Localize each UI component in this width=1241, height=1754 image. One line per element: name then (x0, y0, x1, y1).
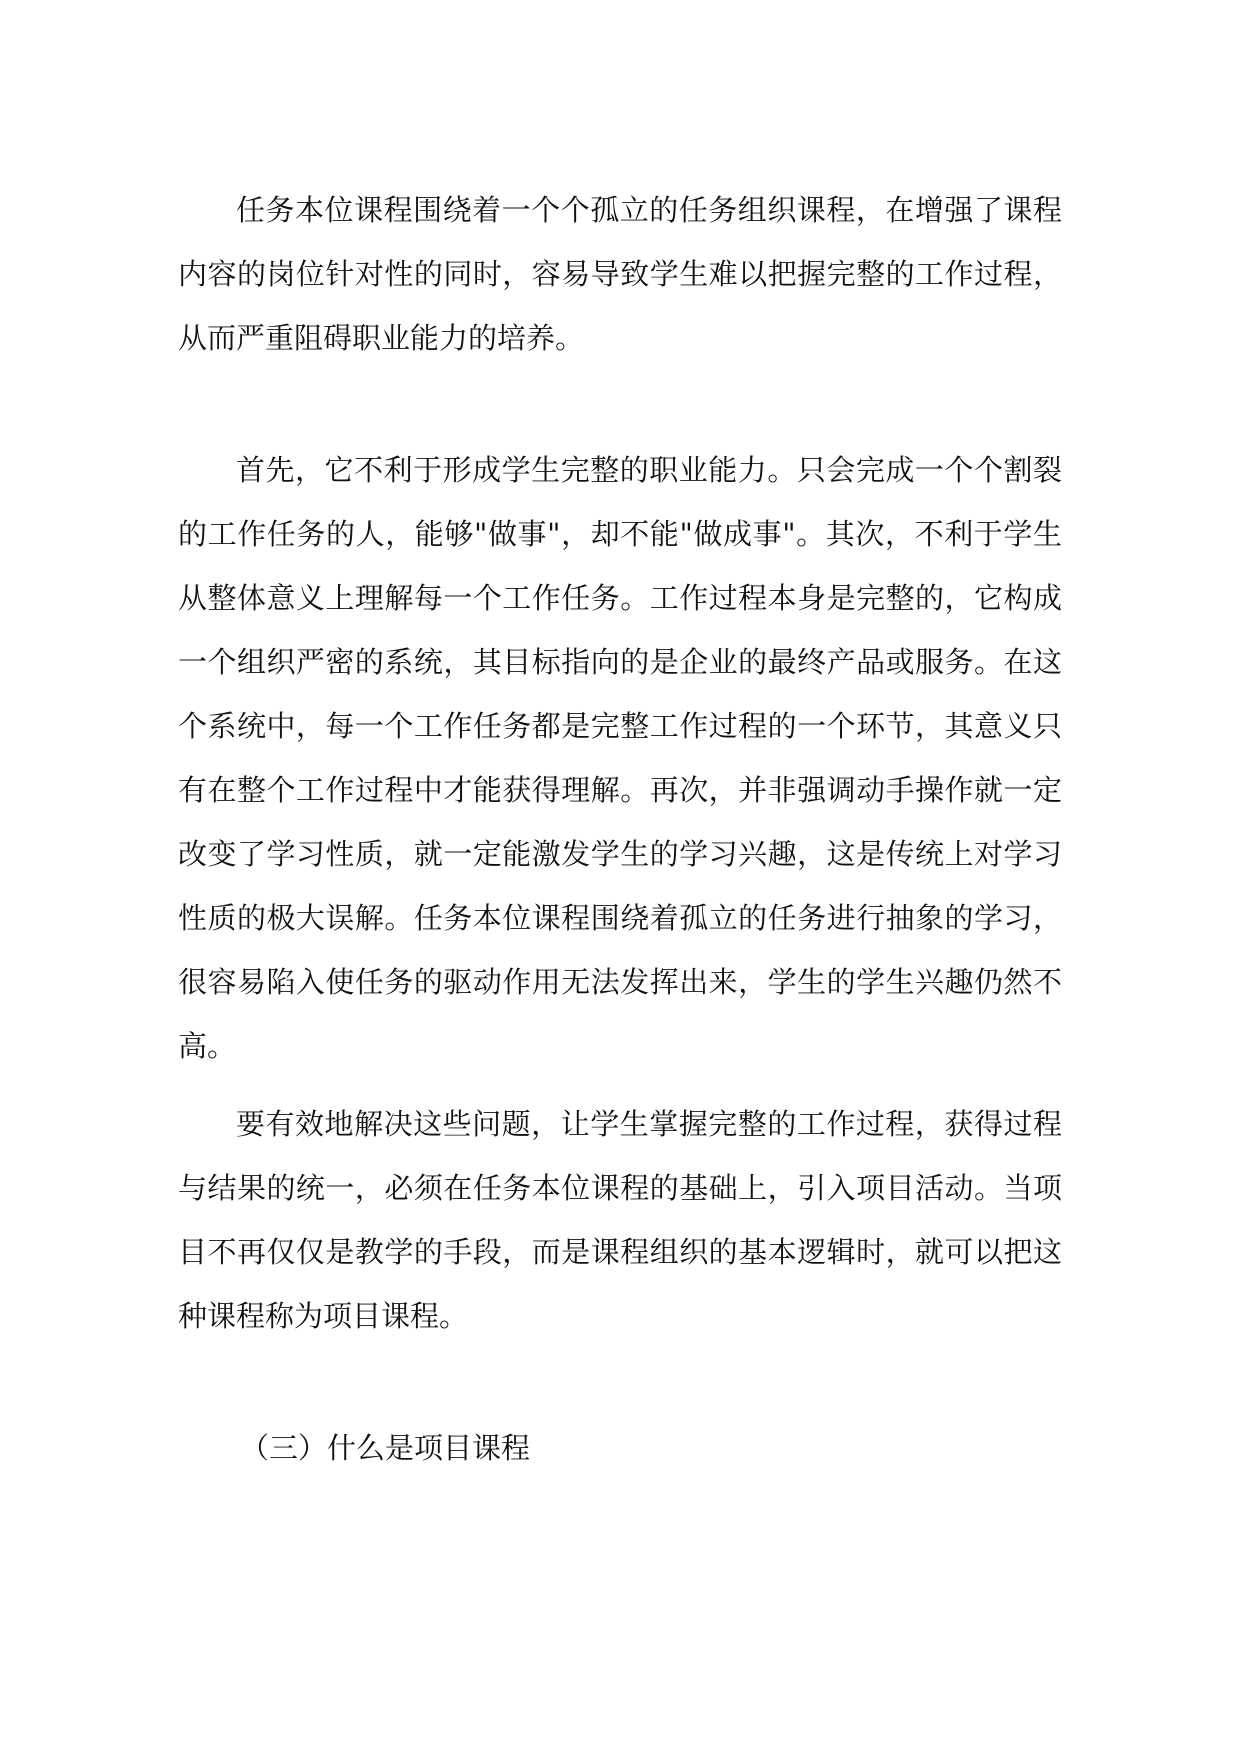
paragraph-2: 首先，它不利于形成学生完整的职业能力。只会完成一个个割裂的工作任务的人，能够"做事"，却不能"做成事"。其次，不利于学生从整体意义上理解每一个工作任务。工作过程本身是完整的，它构成一个组织严密的系统，其目标指向的是企业的最终产品或服务。在这个系统中，每一个工作任务都是完整工作过程的一个环节，其意义只有在整个工作过程中才能获得理解。再次，并非强调动手操作就一定改变了学习性质，就一定能激发学生的学习兴趣，这是传统上对学习性质的极大误解。任务本位课程围绕着孤立的任务进行抽象的学习，很容易陷入使任务的驱动作用无法发挥出来，学生的学生兴趣仍然不高。 (178, 453, 1062, 1063)
paragraph-3: 要有效地解决这些问题，让学生掌握完整的工作过程，获得过程与结果的统一，必须在任务本位课程的基础上，引入项目活动。当项目不再仅仅是教学的手段，而是课程组织的基本逻辑时，就可以把这种课程称为项目课程。 (178, 1107, 1062, 1333)
section-heading: （三）什么是项目课程 (240, 1431, 531, 1465)
paragraph-1: 任务本位课程围绕着一个个孤立的任务组织课程，在增强了课程内容的岗位针对性的同时，容易导致学生难以把握完整的工作过程，从而严重阻碍职业能力的培养。 (178, 193, 1062, 355)
